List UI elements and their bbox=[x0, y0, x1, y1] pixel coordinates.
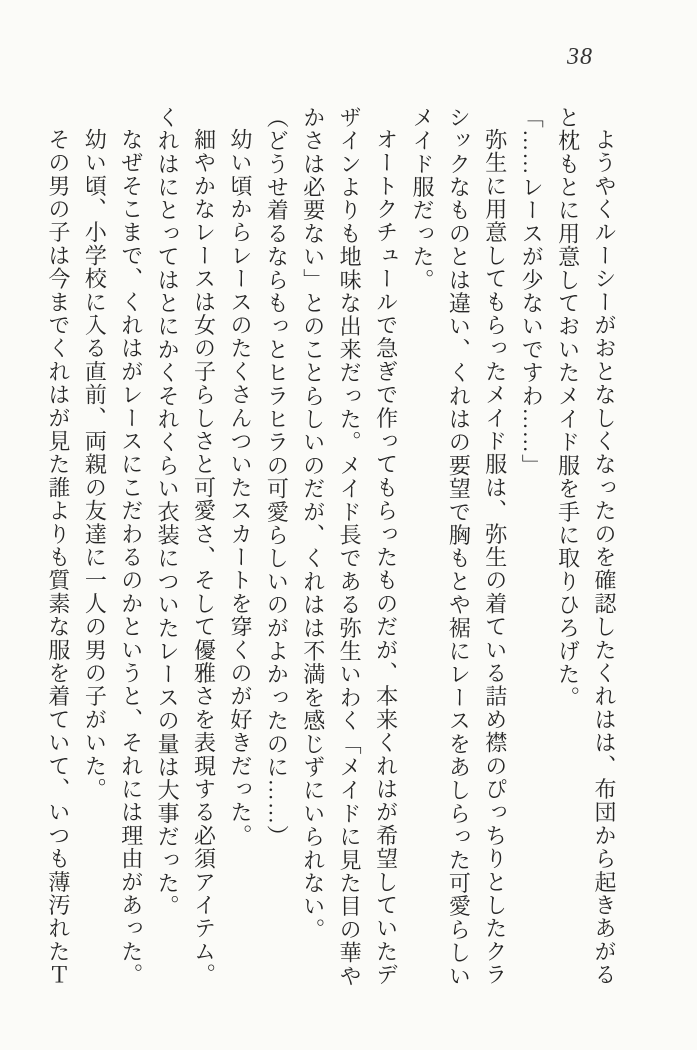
text-line: メイド服だった。 bbox=[409, 106, 435, 292]
text-line: シックなものとは違い、くれはの要望で胸もとや裾にレースをあしらった可愛らしい bbox=[446, 106, 472, 988]
text-line: オートクチュールで急ぎで作ってもらったものだが、本来くれはが希望していたデ bbox=[373, 128, 399, 987]
text-area bbox=[38, 106, 622, 990]
text-line: その男の子は今までくれはが見た誰よりも質素な服を着ていて、いつも薄汚れたＴ bbox=[45, 128, 71, 987]
text-line: 「……レースが少ないですわ……」 bbox=[519, 106, 545, 478]
text-line: ザインよりも地味な出来だった。メイド長である弥生いわく「メイドに見た目の華や bbox=[337, 106, 363, 988]
text-line: かさは必要ない」とのことらしいのだが、くれはは不満を感じずにいられない。 bbox=[300, 106, 326, 942]
text-line: 幼い頃からレースのたくさんついたスカートを穿くのが好きだった。 bbox=[227, 128, 253, 848]
text-line: （どうせ着るならもっとヒラヒラの可愛らしいのがよかったのに……） bbox=[264, 106, 290, 849]
text-line: 細やかなレースは女の子らしさと可愛さ、そして優雅さを表現する必須アイテム。 bbox=[191, 128, 217, 987]
text-line: ようやくルーシーがおとなしくなったのを確認したくれはは、布団から起きあがる bbox=[592, 128, 617, 987]
text-line: 弥生に用意してもらったメイド服は、弥生の着ている詰め襟のぴっちりとしたクラ bbox=[482, 128, 508, 987]
text-line: と枕もとに用意しておいたメイド服を手に取りひろげた。 bbox=[555, 106, 581, 710]
page-number: 38 bbox=[567, 44, 593, 70]
text-line: なぜそこまで、くれはがレースにこだわるのかというと、それには理由があった。 bbox=[118, 128, 144, 987]
text-line: 幼い頃、小学校に入る直前、両親の友達に一人の男の子がいた。 bbox=[82, 128, 108, 801]
text-line: くれはにとってはとにかくそれくらい衣装についたレースの量は大事だった。 bbox=[155, 106, 181, 918]
